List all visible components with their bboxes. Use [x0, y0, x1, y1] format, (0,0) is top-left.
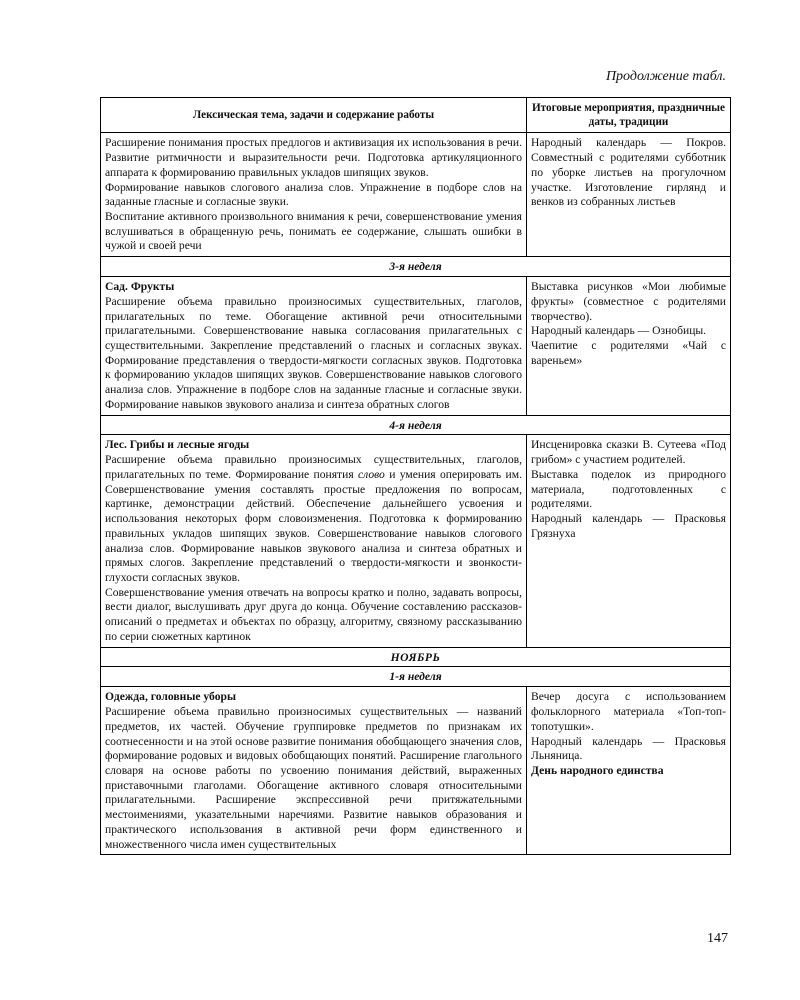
table-row [101, 435, 731, 647]
paragraph: Выставка рисунков «Мои любимые фрукты» (совместное с родителями творчество). [531, 280, 726, 323]
table-row [101, 277, 731, 415]
row2-events [527, 277, 731, 415]
paragraph: Народный календарь — Ознобицы. [531, 324, 707, 338]
header-events: Итоговые мероприятия, праздничные даты, традиции [527, 98, 731, 133]
week-label: 3-я неделя [101, 257, 731, 277]
topic-title: Лес. Грибы и лесные ягоды [105, 438, 250, 452]
table-header-row [101, 98, 731, 133]
paragraph: Формирование навыков слогового анализа слов. Упражнение в подборе слов на заданные гласные и согласные звуки. [105, 180, 522, 209]
paragraph: Расширение понимания простых предлогов и активизация их использования в речи. Развитие ритмичности и выразительности речи. Подготовка артикуляционного аппарата к формированию правильных укладов шипящих звуков. [105, 136, 522, 179]
month-label: НОЯБРЬ [101, 647, 731, 667]
text-run: и умения оперировать им. Совершенствование умения составлять простые предложения по вопросам, картинке, демонстрации действий. Обеспечение дальнейшего усвоения и использования некоторых форм словоизменения. Подготовка к формированию правильных укладов шипящих звуков. Совершенствование навыков слогового анализа слов. Формирование навыков звукового анализа и синтеза обратных и прямых слогов. Закрепление представлений о твердости-мягкости и звонкости-глухости согласных звуков. [105, 467, 522, 584]
paragraph: Выставка поделок из природного материала, подготовленных с родителями. [531, 467, 726, 511]
row3-content [101, 435, 527, 647]
emphasis-word: слово [358, 467, 385, 481]
row1-content [101, 133, 527, 257]
week-label: 1-я неделя [101, 667, 731, 687]
table-row [101, 133, 731, 257]
paragraph: Расширение объема правильно произносимых существительных — названий предметов, их частей. Обучение группировке предметов по признакам их соотнесенности и на этой основе развитие понимания обобщающего значения слов, формирование родовых и видовых обобщающих понятий. Расширение глагольного словаря на основе работы по усвоению понимания действий, выраженных приставочными глаголами. Обогащение активного словаря относительными прилагательными. Расширение экспрессивной речи притяжательными местоимениями, указательными наречиями. Развитие навыков образования и практического использования в активной речи форм единственного и множественного числа имен существительных [105, 705, 522, 851]
row2-content [101, 277, 527, 415]
paragraph: Вечер досуга с использованием фольклорного материала «Топ-топ-топотушки». [531, 690, 726, 733]
paragraph: Расширение объема правильно произносимых существительных, глаголов, прилагательных по теме. Обогащение активной речи относительными прилагательными. Совершенствование навыка согласования прилагательных с существительными. Закрепление представлений о гласных и согласных звуках. Формирование представления о твердости-мягкости согласных звуков. Подготовка к формированию укладов шипящих звуков. Совершенствование навыков слогового анализа слов. Упражнение в подборе слов на заданные гласные и согласные звуки. Формирование навыков звукового анализа и синтеза обратных слогов [105, 294, 522, 411]
text-run: Расширение объема правильно произносимых существительных, глаголов, прилагательных по теме. Формирование понятия [105, 453, 522, 481]
month-divider [101, 647, 731, 667]
paragraph: Народный календарь — Прасковья Грязнуха [531, 512, 726, 540]
week-divider [101, 415, 731, 435]
table-row [101, 687, 731, 855]
header-topic: Лексическая тема, задачи и содержание работы [101, 98, 527, 133]
paragraph: Совершенствование умения отвечать на вопросы кратко и полно, задавать вопросы, вести диалог, выслушивать друг друга до конца. Обучение составлению рассказов-описаний о предметах и объектах по образцу, алгоритму, связному рассказыванию по серии сюжетных картинок [105, 585, 522, 643]
week-divider [101, 257, 731, 277]
topic-title: Сад. Фрукты [105, 280, 175, 294]
continuation-caption: Продолжение табл. [605, 69, 726, 84]
row4-events [527, 687, 731, 855]
paragraph: Инсценировка сказки В. Сутеева «Под грибом» с участием родителей. [531, 438, 726, 467]
paragraph: Народный календарь — Прасковья Льняница. [531, 734, 726, 763]
paragraph [105, 453, 522, 585]
week-divider [101, 667, 731, 687]
week-label: 4-я неделя [101, 415, 731, 435]
holiday-label: День народного единства [531, 763, 664, 777]
page-number: 147 [707, 931, 728, 946]
paragraph: Воспитание активного произвольного внимания к речи, совершенствование умения вслушиваться в обращенную речь, понимать ее содержание, слышать ошибки в чужой и своей речи [105, 210, 522, 253]
topic-title: Одежда, головные уборы [105, 690, 236, 704]
row3-events [527, 435, 731, 647]
row1-events [527, 133, 731, 257]
paragraph: Народный календарь — Покров. Совместный с родителями субботник по уборке листьев на прогулочном участке. Изготовление гирлянд и венков из собранных листьев [531, 136, 726, 209]
paragraph: Чаепитие с родителями «Чай с вареньем» [531, 338, 726, 367]
program-table [100, 97, 731, 855]
row4-content [101, 687, 527, 855]
